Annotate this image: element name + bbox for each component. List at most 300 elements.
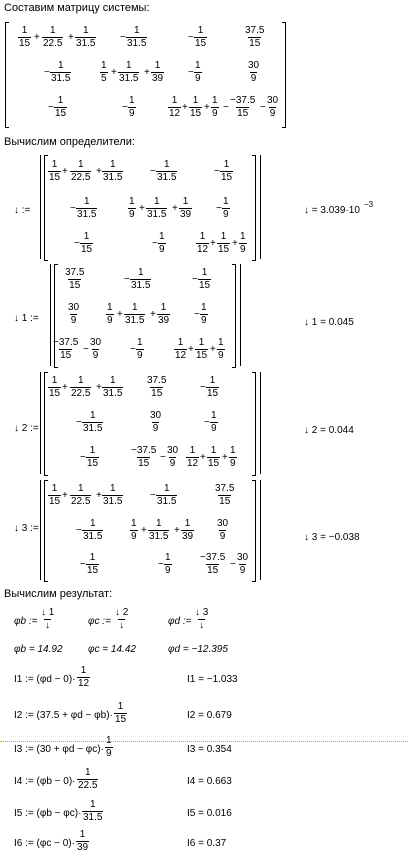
fraction	[76, 197, 97, 220]
current-result-1: I1 = −1.033	[187, 674, 238, 685]
operator: −	[158, 559, 164, 570]
current-coefficient-2	[114, 702, 127, 725]
operator: −	[188, 32, 194, 43]
numerator: 1	[184, 518, 191, 529]
denominator: 39	[158, 315, 170, 326]
fraction	[67, 303, 80, 326]
denominator: 39	[182, 531, 194, 542]
numerator: 1	[137, 267, 144, 278]
fraction	[174, 338, 187, 361]
denominator: 15	[196, 350, 208, 361]
fraction	[130, 268, 151, 291]
operator: −	[130, 344, 136, 355]
operator: +	[150, 309, 156, 320]
det-delta-result: ↓ = 3.039·10	[304, 205, 360, 216]
operator: +	[117, 309, 123, 320]
fraction	[181, 519, 194, 542]
fraction	[168, 96, 181, 119]
denominator: 15	[207, 565, 219, 576]
operator: +	[111, 67, 117, 78]
operator: −	[44, 67, 50, 78]
current-result-6: I6 = 0.37	[187, 838, 227, 849]
fraction	[146, 376, 167, 399]
denominator: 15	[190, 108, 202, 119]
denominator: 12	[169, 108, 181, 119]
denominator: 39	[77, 842, 89, 853]
denominator: 9	[70, 315, 77, 326]
fraction	[195, 338, 208, 361]
operator: −	[192, 274, 198, 285]
fraction	[48, 484, 61, 507]
det-delta3-result: ↓ 3 = −0.038	[304, 532, 360, 543]
fraction	[130, 519, 138, 542]
determinant-bar-right	[240, 264, 241, 366]
denominator: 15	[49, 388, 61, 399]
operator: −	[74, 238, 80, 249]
denominator: 9	[211, 423, 217, 434]
current-coefficient-4	[77, 768, 98, 791]
fraction	[54, 96, 67, 119]
numerator: 1	[171, 95, 178, 106]
fraction	[217, 232, 230, 255]
numerator: 1	[218, 337, 224, 348]
numerator: −37.5	[131, 445, 157, 456]
denominator: 31.5	[77, 209, 97, 220]
fraction	[102, 484, 123, 507]
numerator: 1	[79, 829, 86, 840]
denominator: 31.5	[51, 73, 71, 84]
numerator: 1	[77, 483, 84, 494]
operator: +	[96, 166, 102, 177]
fraction	[86, 553, 99, 576]
denominator: 15	[237, 108, 249, 119]
denominator: 31.5	[83, 812, 103, 823]
fraction	[186, 446, 199, 469]
numerator: 1	[106, 735, 112, 746]
numerator: 1	[129, 196, 135, 207]
operator: −	[194, 309, 200, 320]
numerator: 30	[90, 337, 102, 348]
numerator: 1	[137, 337, 143, 348]
operator: +	[139, 203, 145, 214]
denominator: 22.5	[71, 172, 91, 183]
numerator: 1	[220, 231, 227, 242]
numerator: ↓ 1	[41, 607, 55, 618]
denominator: 22.5	[43, 38, 63, 49]
fraction	[148, 519, 169, 542]
numerator: 1	[159, 231, 165, 242]
numerator: 1	[89, 410, 96, 421]
det-delta1-label: ↓ 1 :=	[14, 313, 39, 324]
operator: −	[120, 32, 126, 43]
numerator: 30	[217, 518, 229, 529]
numerator: 1	[133, 25, 140, 36]
denominator: 15	[221, 172, 233, 183]
denominator: 9	[152, 423, 159, 434]
numerator: 1	[83, 231, 90, 242]
operator: +	[210, 238, 216, 249]
numerator: 30	[237, 552, 249, 563]
numerator: 1	[177, 337, 184, 348]
denominator: 9	[230, 458, 236, 469]
denominator: 15	[49, 172, 61, 183]
denominator: 15	[115, 714, 127, 725]
denominator: 9	[106, 748, 112, 759]
denominator: 9	[212, 108, 218, 119]
fraction	[48, 376, 61, 399]
heading-determinants: Вычислим определители:	[4, 136, 135, 148]
operator: +	[96, 382, 102, 393]
fraction	[146, 197, 167, 220]
operator: +	[232, 238, 238, 249]
numerator: 1	[160, 302, 167, 313]
det-delta-exponent: −3	[364, 200, 374, 209]
numerator: 1	[209, 375, 216, 386]
phi-b-value: φb = 14.92	[14, 644, 63, 655]
denominator: 31.5	[147, 209, 167, 220]
fraction	[151, 61, 164, 84]
denominator: 15	[199, 280, 211, 291]
denominator: 31.5	[127, 38, 147, 49]
fraction	[114, 608, 129, 631]
fraction	[207, 446, 220, 469]
numerator: 1	[80, 665, 87, 676]
numerator: 1	[192, 95, 199, 106]
fraction	[244, 26, 265, 49]
denominator: 31.5	[157, 496, 177, 507]
denominator: 15	[81, 244, 93, 255]
denominator: 15	[87, 565, 99, 576]
fraction	[106, 303, 114, 326]
operator: +	[34, 32, 40, 43]
numerator: 1	[165, 552, 171, 563]
phi-c-value: φc = 14.42	[88, 644, 136, 655]
denominator: 9	[269, 108, 276, 119]
operator: +	[96, 490, 102, 501]
fraction	[82, 411, 103, 434]
denominator: 9	[107, 315, 113, 326]
numerator: 37.5	[147, 375, 167, 386]
numerator: ↓ 3	[195, 607, 209, 618]
denominator: 15	[218, 244, 230, 255]
denominator: 31.5	[119, 73, 139, 84]
fraction	[220, 160, 233, 183]
operator: +	[172, 203, 178, 214]
current-coefficient-6	[76, 830, 89, 853]
numerator: 30	[267, 95, 279, 106]
matrix-right-bracket	[232, 264, 236, 368]
denominator: 9	[129, 108, 135, 119]
denominator: 31.5	[83, 423, 103, 434]
numerator: 1	[129, 95, 135, 106]
heading-results: Вычислим результат:	[4, 588, 113, 600]
matrix-right-bracket	[252, 155, 256, 261]
numerator: 1	[107, 302, 113, 313]
numerator: 1	[84, 767, 91, 778]
denominator: 22.5	[71, 496, 91, 507]
det-delta3-label: ↓ 3 :=	[14, 523, 39, 534]
determinant-bar-right	[260, 480, 261, 580]
numerator: 1	[51, 375, 58, 386]
numerator: 1	[197, 25, 204, 36]
numerator: 1	[240, 231, 246, 242]
numerator: 30	[68, 302, 80, 313]
fraction	[70, 160, 91, 183]
numerator: 30	[248, 60, 260, 71]
numerator: 1	[82, 25, 89, 36]
operator: −	[160, 452, 166, 463]
fraction	[102, 160, 123, 183]
denominator: 15	[60, 350, 72, 361]
denominator: 39	[180, 209, 192, 220]
numerator: 1	[223, 159, 230, 170]
numerator: 1	[109, 483, 116, 494]
numerator: 1	[89, 552, 96, 563]
matrix-right-bracket	[252, 480, 256, 582]
fraction	[194, 608, 209, 631]
denominator: 12	[175, 350, 187, 361]
fraction	[42, 26, 63, 49]
operator: +	[62, 166, 68, 177]
fraction	[179, 197, 192, 220]
fraction	[210, 411, 218, 434]
numerator: 1	[77, 159, 84, 170]
determinant-bar-left	[50, 264, 51, 366]
denominator: 9	[201, 315, 207, 326]
fraction	[149, 411, 162, 434]
fraction	[217, 338, 225, 361]
numerator: 1	[57, 95, 64, 106]
operator: +	[141, 525, 147, 536]
denominator: 15	[151, 388, 163, 399]
numerator: 37.5	[65, 267, 85, 278]
current-formula-1: I1 := (φd − 0)·	[14, 674, 76, 685]
denominator: 15	[138, 458, 150, 469]
operator: +	[200, 452, 206, 463]
operator: −	[76, 525, 82, 536]
numerator: 1	[109, 159, 116, 170]
fraction	[156, 484, 177, 507]
denominator: 5	[101, 73, 107, 84]
numerator: 1	[77, 375, 84, 386]
current-coefficient-3	[105, 736, 113, 759]
current-result-5: I5 = 0.016	[187, 808, 232, 819]
numerator: 1	[163, 159, 170, 170]
denominator: 31.5	[103, 172, 123, 183]
operator: −	[150, 490, 156, 501]
numerator: 1	[117, 701, 124, 712]
numerator: 1	[212, 95, 218, 106]
fraction	[89, 338, 102, 361]
denominator: 15	[207, 388, 219, 399]
denominator: 22.5	[71, 388, 91, 399]
determinant-bar-left	[40, 480, 41, 580]
numerator: 1	[195, 60, 201, 71]
operator: +	[62, 490, 68, 501]
denominator: 12	[197, 244, 209, 255]
current-formula-6: I6 := (φc − 0)·	[14, 838, 75, 849]
operator: −	[48, 102, 54, 113]
fraction	[18, 26, 31, 49]
heading-system-matrix: Составим матрицу системы:	[4, 2, 150, 14]
fraction	[266, 96, 279, 119]
fraction	[214, 484, 235, 507]
operator: −	[150, 166, 156, 177]
operator: −	[80, 559, 86, 570]
fraction	[124, 303, 145, 326]
numerator: 1	[230, 445, 236, 456]
numerator: 1	[49, 25, 56, 36]
operator: −	[214, 166, 220, 177]
phi-c-definition: φc :=	[88, 616, 111, 627]
numerator: 1	[182, 196, 189, 207]
operator: −	[216, 203, 222, 214]
numerator: 1	[109, 375, 116, 386]
determinant-bar-right	[260, 155, 261, 259]
denominator: 31.5	[83, 531, 103, 542]
fraction	[199, 553, 226, 576]
fraction	[40, 608, 55, 631]
current-result-2: I2 = 0.679	[187, 710, 232, 721]
denominator: 9	[218, 350, 224, 361]
denominator: 15	[19, 38, 31, 49]
operator: −	[200, 382, 206, 393]
current-formula-4: I4 := (φb − 0)·	[14, 776, 76, 787]
denominator: ↓	[45, 620, 51, 631]
numerator: 1	[199, 231, 206, 242]
fraction	[166, 446, 179, 469]
denominator: 9	[195, 73, 201, 84]
matrix-right-bracket	[252, 372, 256, 476]
det-delta1-result: ↓ 1 = 0.045	[304, 317, 354, 328]
denominator: 15	[249, 38, 261, 49]
fraction	[222, 197, 230, 220]
fraction	[236, 553, 249, 576]
fraction	[50, 61, 71, 84]
numerator: 1	[57, 60, 64, 71]
current-result-3: I3 = 0.354	[187, 744, 232, 755]
denominator: 31.5	[131, 280, 151, 291]
denominator: ↓	[199, 620, 205, 631]
determinant-bar-right	[260, 372, 261, 474]
fraction	[126, 26, 147, 49]
fraction	[75, 26, 96, 49]
operator: +	[68, 32, 74, 43]
fraction	[128, 197, 136, 220]
numerator: −37.5	[53, 337, 79, 348]
operator: −	[122, 102, 128, 113]
operator: +	[182, 102, 188, 113]
fraction	[48, 160, 61, 183]
denominator: 9	[250, 73, 257, 84]
page-break-line	[0, 741, 408, 742]
fraction	[189, 96, 202, 119]
determinant-bar-left	[40, 372, 41, 474]
denominator: ↓	[119, 620, 125, 631]
denominator: 9	[223, 209, 229, 220]
numerator: 37.5	[215, 483, 235, 494]
numerator: 1	[189, 445, 196, 456]
operator: −	[152, 238, 158, 249]
denominator: 9	[131, 531, 137, 542]
numerator: 1	[125, 60, 132, 71]
numerator: 37.5	[245, 25, 265, 36]
matrix-left-bracket	[5, 22, 9, 128]
phi-d-definition: φd :=	[168, 616, 192, 627]
fraction	[130, 446, 157, 469]
denominator: 15	[49, 496, 61, 507]
fraction	[200, 303, 208, 326]
operator: −	[124, 274, 130, 285]
fraction	[206, 376, 219, 399]
numerator: 1	[51, 483, 58, 494]
denominator: 15	[55, 108, 67, 119]
denominator: 15	[69, 280, 81, 291]
fraction	[164, 553, 172, 576]
operator: −	[83, 344, 89, 355]
operator: +	[188, 344, 194, 355]
denominator: 31.5	[157, 172, 177, 183]
operator: −	[204, 417, 210, 428]
denominator: 9	[165, 565, 171, 576]
operator: +	[174, 525, 180, 536]
current-formula-2: I2 := (37.5 + φd − φb)·	[14, 710, 113, 721]
denominator: 12	[78, 678, 90, 689]
phi-d-value: φd = −12.395	[168, 644, 228, 655]
numerator: 1	[51, 159, 58, 170]
denominator: 9	[239, 565, 246, 576]
fraction	[216, 519, 229, 542]
denominator: 31.5	[149, 531, 169, 542]
current-coefficient-5	[82, 800, 103, 823]
numerator: 1	[153, 196, 160, 207]
numerator: 1	[154, 60, 161, 71]
current-formula-3: I3 := (30 + φd − φc)·	[14, 744, 104, 755]
numerator: 1	[89, 799, 96, 810]
numerator: 30	[167, 445, 179, 456]
fraction	[70, 484, 91, 507]
denominator: 31.5	[76, 38, 96, 49]
numerator: 30	[150, 410, 162, 421]
numerator: 1	[210, 445, 217, 456]
denominator: 9	[240, 244, 246, 255]
fraction	[64, 268, 85, 291]
numerator: −37.5	[200, 552, 226, 563]
denominator: 9	[159, 244, 165, 255]
fraction	[194, 61, 202, 84]
fraction	[196, 232, 209, 255]
current-result-4: I4 = 0.663	[187, 776, 232, 787]
denominator: 15	[195, 38, 207, 49]
fraction	[156, 160, 177, 183]
numerator: 1	[211, 410, 217, 421]
numerator: 1	[101, 60, 107, 71]
numerator: 1	[198, 337, 205, 348]
numerator: 1	[89, 518, 96, 529]
fraction	[229, 446, 237, 469]
operator: −	[80, 452, 86, 463]
operator: +	[222, 452, 228, 463]
denominator: 9	[92, 350, 99, 361]
fraction	[70, 376, 91, 399]
fraction	[86, 446, 99, 469]
denominator: 31.5	[103, 496, 123, 507]
denominator: 31.5	[125, 315, 145, 326]
fraction	[136, 338, 144, 361]
operator: −	[223, 102, 229, 113]
numerator: 1	[155, 518, 162, 529]
denominator: 31.5	[103, 388, 123, 399]
